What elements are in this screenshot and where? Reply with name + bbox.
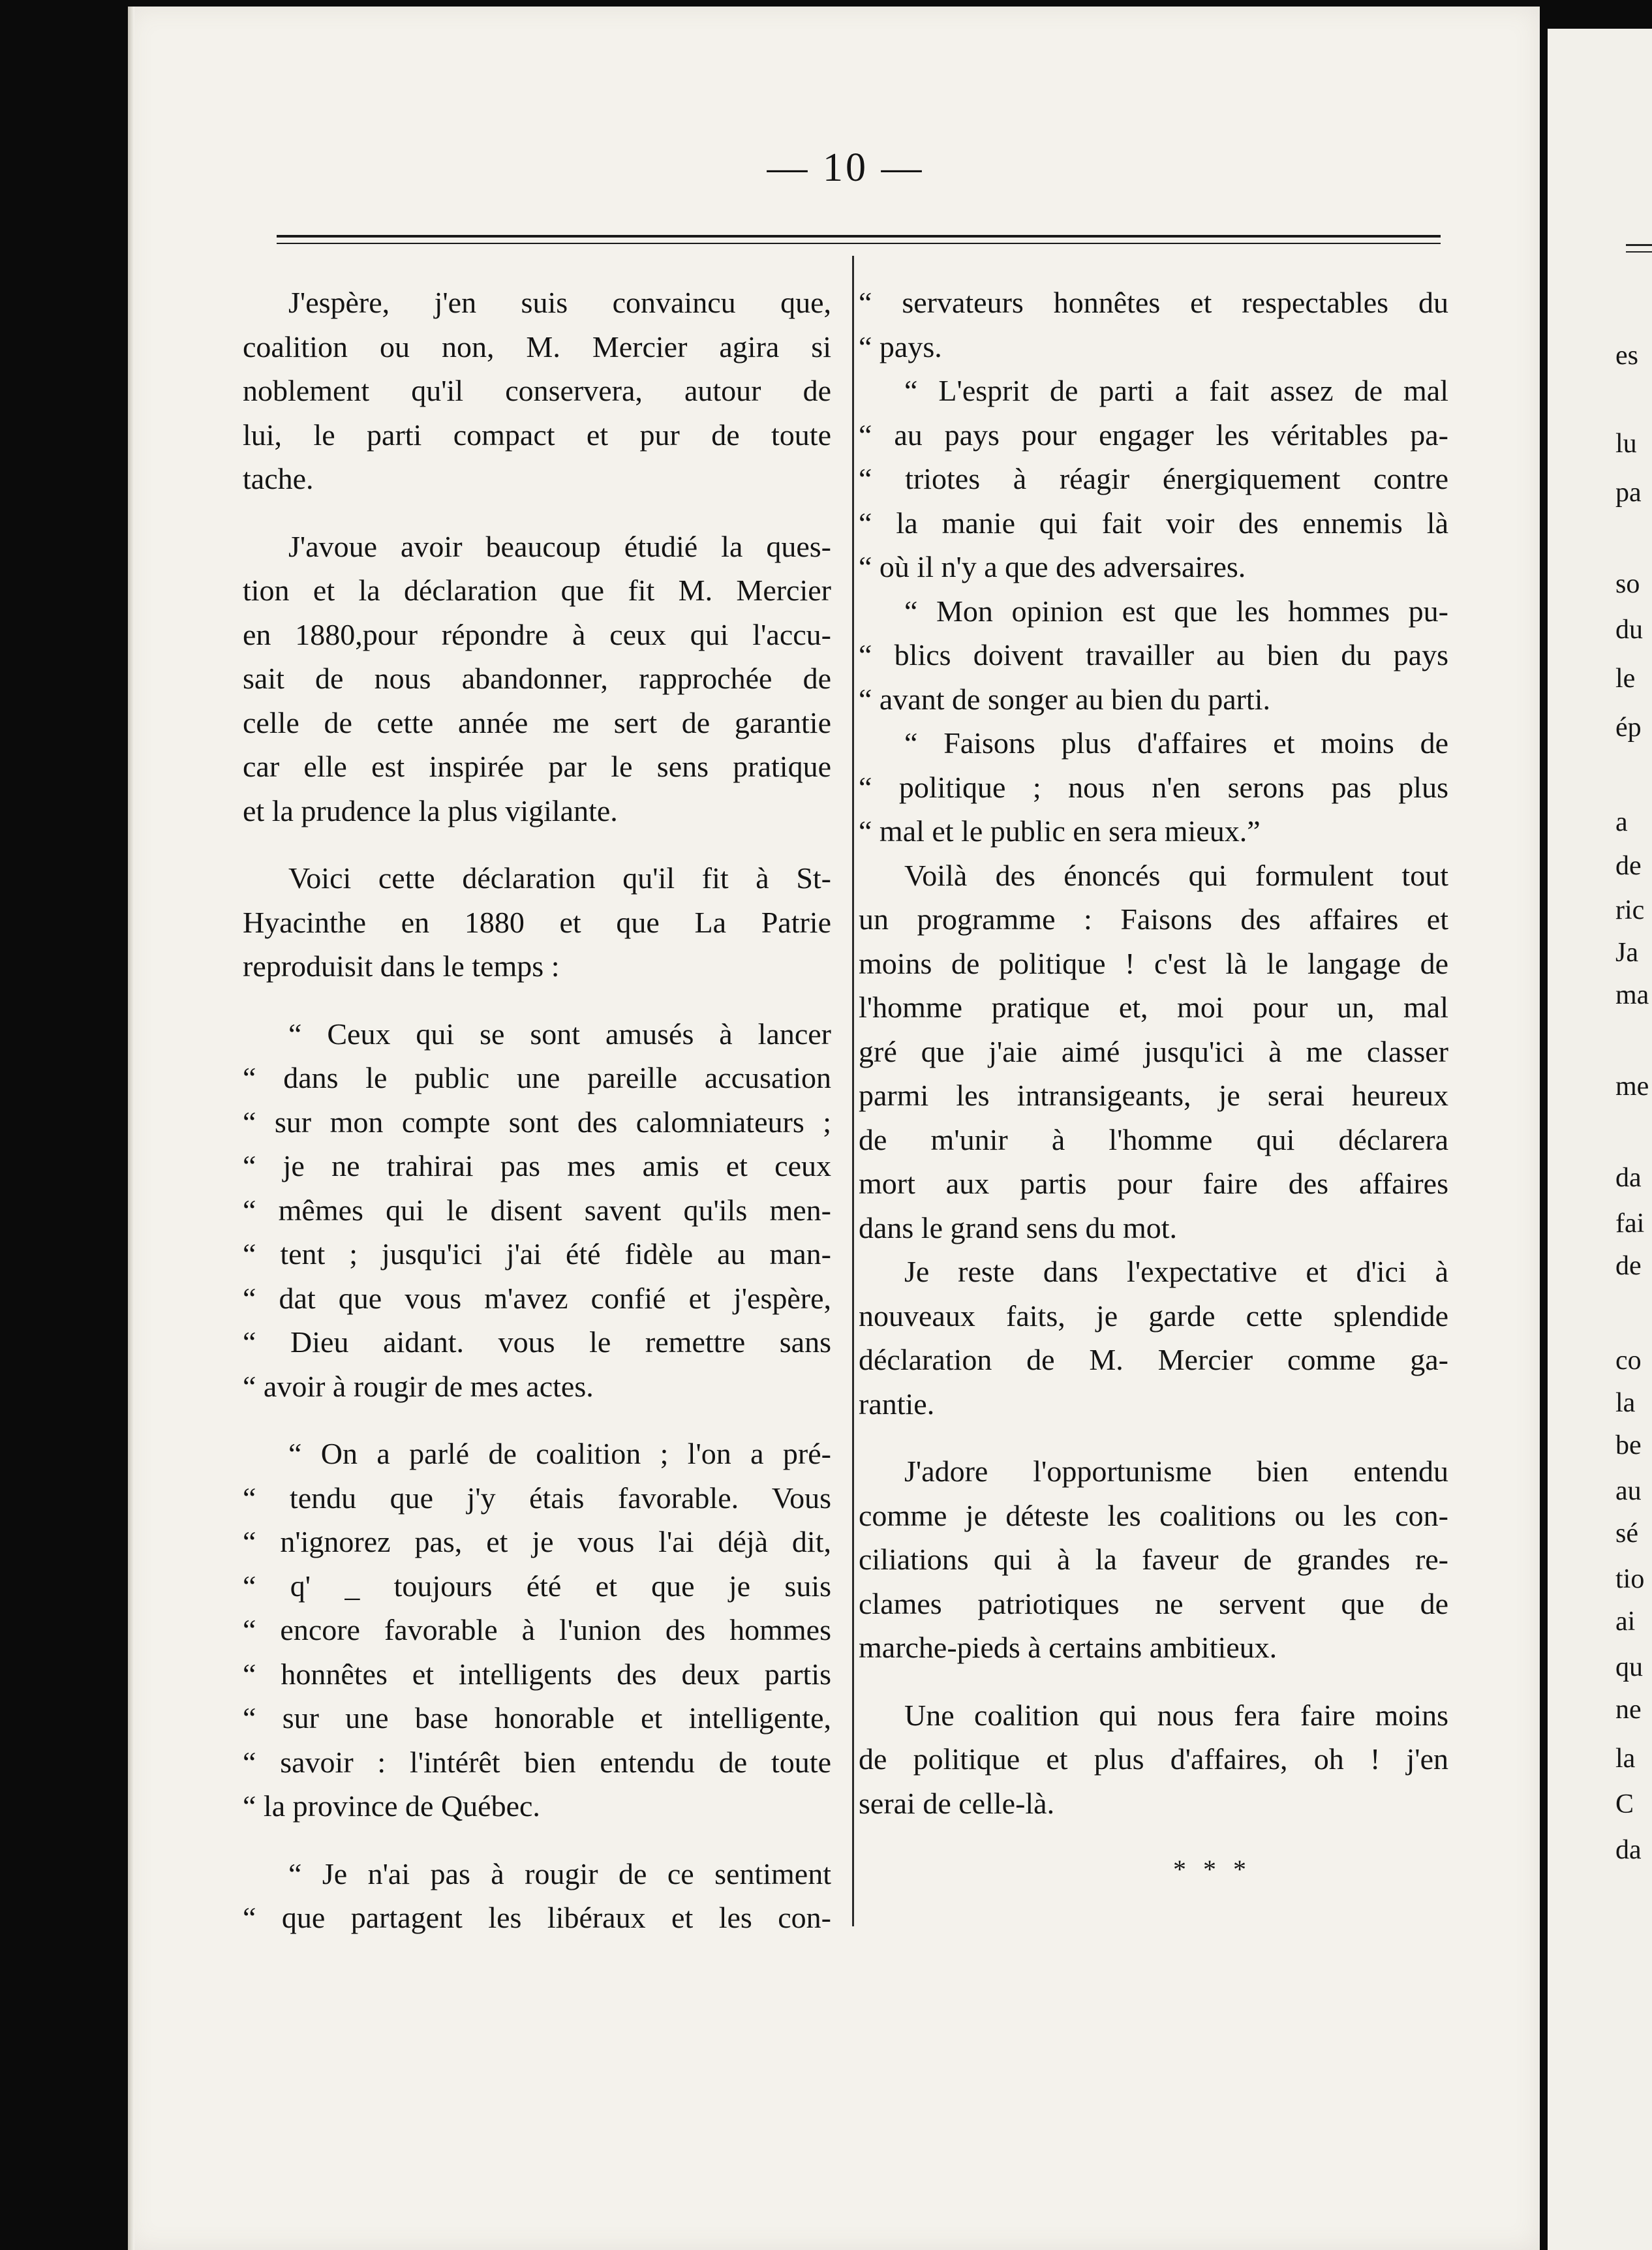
text-line: reproduisit dans le temps :	[243, 949, 560, 983]
adjacent-page-fragment: co	[1615, 1346, 1642, 1376]
paragraph-gap	[243, 501, 831, 525]
text-line: comme je déteste les coalitions ou les con-	[859, 1498, 1448, 1532]
adjacent-page-fragment: au	[1615, 1476, 1642, 1506]
adjacent-page-fragment: me	[1615, 1071, 1649, 1102]
text-line: “ sur une base honorable et intelligente,	[243, 1701, 831, 1734]
text-line: coalition ou non, M. Mercier agira si	[243, 330, 831, 363]
text-line: “ Mon opinion est que les hommes pu-	[904, 594, 1448, 628]
text-line: “ la province de Québec.	[243, 1789, 540, 1823]
adjacent-page-fragment: tio	[1615, 1564, 1645, 1594]
adjacent-page-fragment: C	[1615, 1789, 1634, 1819]
text-line: “ n'ignorez pas, et je vous l'ai déjà dit,	[243, 1525, 831, 1558]
text-line: sait de nous abandonner, rapprochée de	[243, 662, 831, 695]
text-line: “ Faisons plus d'affaires et moins de	[904, 726, 1448, 760]
text-line: “ politique ; nous n'en serons pas plus	[859, 770, 1448, 804]
adjacent-page-fragment: de	[1615, 1251, 1642, 1281]
text-line: parmi les intransigeants, je serai heureux	[859, 1079, 1448, 1112]
text-line: Une coalition qui nous fera faire moins	[904, 1698, 1448, 1732]
column-divider	[852, 256, 854, 1926]
text-line: clames patriotiques ne servent que de	[859, 1586, 1448, 1620]
text-line: mort aux partis pour faire des affaires	[859, 1167, 1448, 1200]
adjacent-page-fragment: da	[1615, 1835, 1642, 1865]
adjacent-page-fragment: ma	[1615, 980, 1649, 1010]
text-line: “ mal et le public en sera mieux.”	[859, 814, 1261, 848]
adjacent-page-fragment: a	[1615, 807, 1628, 837]
text-line: ciliations qui à la faveur de grandes re-	[859, 1543, 1448, 1576]
text-line: tion et la déclaration que fit M. Mercier	[243, 574, 831, 607]
adjacent-page-fragment: da	[1615, 1163, 1642, 1193]
text-line: Voici cette déclaration qu'il fit à St-	[288, 861, 831, 895]
text-line: “ Ceux qui se sont amusés à lancer	[288, 1017, 831, 1051]
text-line: “ que partagent les libéraux et les con-	[243, 1901, 831, 1934]
adjacent-page-fragment: Ja	[1615, 938, 1638, 968]
text-line: nouveaux faits, je garde cette splendide	[859, 1299, 1448, 1333]
adjacent-page-fragment: le	[1615, 664, 1636, 694]
adjacent-page-fragment: pa	[1615, 478, 1642, 508]
text-line: “ L'esprit de parti a fait assez de mal	[904, 374, 1448, 407]
adjacent-page-fragment: ric	[1615, 895, 1645, 925]
adjacent-page-fragment: la	[1615, 1744, 1636, 1774]
text-line: marche-pieds à certains ambitieux.	[859, 1631, 1277, 1664]
text-line: “ savoir : l'intérêt bien entendu de toute	[243, 1745, 831, 1779]
adjacent-page-fragment: sé	[1615, 1518, 1638, 1549]
right-column	[859, 281, 1448, 1883]
text-line: car elle est inspirée par le sens pratique	[243, 750, 831, 783]
text-line: l'homme pratique et, moi pour un, mal	[859, 991, 1448, 1024]
text-line: Voilà des énoncés qui formulent tout	[904, 858, 1448, 892]
text-line: “ On a parlé de coalition ; l'on a pré-	[288, 1437, 831, 1470]
text-line: moins de politique ! c'est là le langage de	[859, 946, 1448, 980]
adjacent-page-fragment: so	[1615, 569, 1640, 599]
text-line: “ dat que vous m'avez confié et j'espère,	[243, 1281, 831, 1315]
text-line: J'avoue avoir beaucoup étudié la ques-	[288, 529, 831, 563]
adjacent-page-fragment: de	[1615, 851, 1642, 881]
adjacent-page-fragment: ai	[1615, 1607, 1636, 1637]
paragraph-gap	[243, 833, 831, 856]
text-line: “ tendu que j'y étais favorable. Vous	[243, 1481, 831, 1515]
adjacent-page-fragment: ép	[1615, 713, 1642, 743]
left-column	[243, 281, 831, 1940]
text-line: un programme : Faisons des affaires et	[859, 902, 1448, 936]
text-line: celle de cette année me sert de garantie	[243, 705, 831, 739]
text-line: “ blics doivent travailler au bien du pays	[859, 638, 1448, 671]
adjacent-page-fragment: lu	[1615, 429, 1637, 459]
text-line: dans le grand sens du mot.	[859, 1210, 1178, 1244]
text-line: “ honnêtes et intelligents des deux partis	[243, 1657, 831, 1691]
text-line: “ où il n'y a que des adversaires.	[859, 550, 1246, 583]
adjacent-page-fragment: ne	[1615, 1695, 1642, 1725]
paragraph-gap	[859, 1670, 1448, 1693]
paragraph-gap	[243, 1828, 831, 1852]
adjacent-page-fragment: be	[1615, 1430, 1642, 1460]
text-line: “ pays.	[859, 330, 942, 363]
paragraph-gap	[243, 1408, 831, 1432]
text-line: tache.	[243, 462, 314, 495]
text-line: gré que j'aie aimé jusqu'ici à me classer	[859, 1034, 1448, 1068]
text-line: “ Je n'ai pas à rougir de ce sentiment	[288, 1857, 831, 1890]
text-line: de politique et plus d'affaires, oh ! j'en	[859, 1742, 1448, 1776]
text-line: et la prudence la plus vigilante.	[243, 794, 618, 827]
text-line: “ encore favorable à l'union des hommes	[243, 1613, 831, 1646]
text-line: de m'unir à l'homme qui déclarera	[859, 1122, 1448, 1156]
section-asterism: * * *	[1173, 1855, 1251, 1884]
text-line: “ triotes à réagir énergiquement contre	[859, 462, 1448, 495]
adjacent-page-fragment: du	[1615, 615, 1643, 645]
text-line: J'adore l'opportunisme bien entendu	[904, 1455, 1448, 1488]
adjacent-header-rule	[1626, 244, 1652, 253]
text-line: “ servateurs honnêtes et respectables du	[859, 286, 1448, 319]
text-line: “ avant de songer au bien du parti.	[859, 682, 1270, 716]
text-line: rantie.	[859, 1387, 935, 1421]
text-line: déclaration de M. Mercier comme ga-	[859, 1343, 1448, 1376]
adjacent-page-fragment: es	[1615, 341, 1638, 371]
adjacent-page-fragment: qu	[1615, 1652, 1643, 1682]
text-line: “ je ne trahirai pas mes amis et ceux	[243, 1149, 831, 1182]
text-line: “ tent ; jusqu'ici j'ai été fidèle au man-	[243, 1237, 831, 1271]
text-line: serai de celle-là.	[859, 1786, 1055, 1820]
adjacent-page-edge	[1548, 29, 1652, 2250]
text-line: lui, le parti compact et pur de toute	[243, 418, 831, 452]
text-line: “ sur mon compte sont des calomniateurs ;	[243, 1105, 831, 1139]
text-line: “ Dieu aidant. vous le remettre sans	[243, 1325, 831, 1359]
text-line: noblement qu'il conservera, autour de	[243, 374, 831, 407]
text-line: “ q' _ toujours été et que je suis	[243, 1569, 831, 1603]
text-line: “ avoir à rougir de mes actes.	[243, 1369, 594, 1403]
page-number: — 10 —	[767, 146, 925, 190]
header-rule	[277, 235, 1441, 244]
text-line: “ mêmes qui le disent savent qu'ils men-	[243, 1193, 831, 1227]
text-line: “ au pays pour engager les véritables pa-	[859, 418, 1448, 452]
text-line: Hyacinthe en 1880 et que La Patrie	[243, 905, 831, 939]
paragraph-gap	[243, 989, 831, 1012]
paragraph-gap	[859, 1426, 1448, 1449]
text-line: en 1880,pour répondre à ceux qui l'accu-	[243, 617, 831, 651]
text-line: “ dans le public une pareille accusation	[243, 1061, 831, 1094]
adjacent-page-fragment: fai	[1615, 1209, 1645, 1239]
page-fold-shadow	[128, 7, 134, 2250]
text-line: “ la manie qui fait voir des ennemis là	[859, 506, 1448, 540]
text-line: J'espère, j'en suis convaincu que,	[288, 286, 831, 319]
adjacent-page-fragment: la	[1615, 1388, 1636, 1418]
text-line: Je reste dans l'expectative et d'ici à	[904, 1255, 1448, 1288]
